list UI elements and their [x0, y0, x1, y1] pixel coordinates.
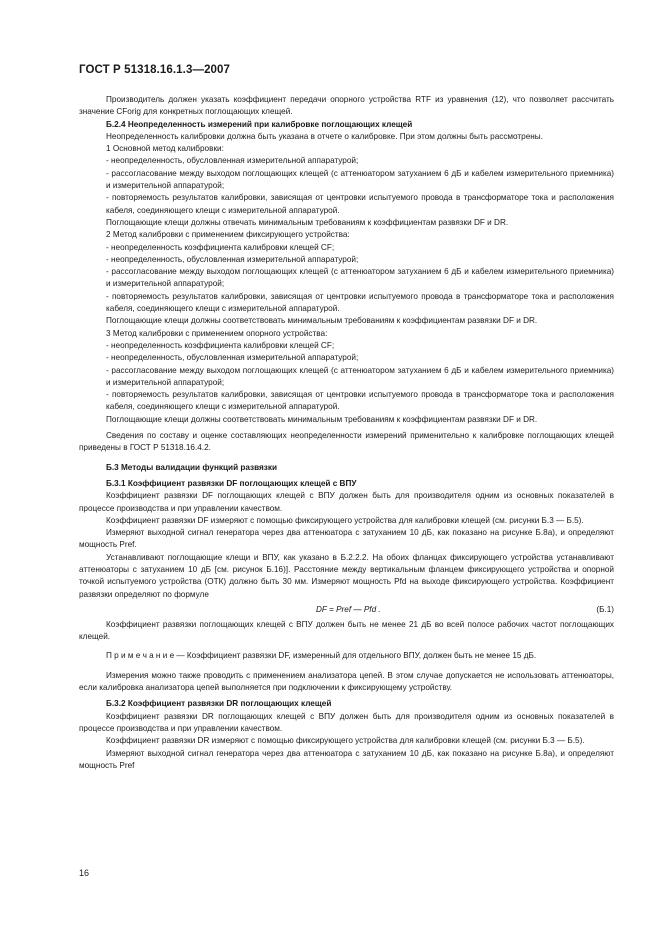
list-item: - повторяемость результатов калибровки, зависящая от центровки испытуемого провода в трансформаторе тока и расположения кабеля, соединяющего клещи с измерительной аппаратурой. [106, 193, 614, 215]
subsection-heading: Б.3.1 Коэффициент развязки DF поглощающих клещей с ВПУ [106, 478, 357, 488]
paragraph: Неопределенность калибровки должна быть указана в отчете о калибровке. При этом должны быть рассмотрены. [106, 131, 543, 141]
paragraph: Коэффициент развязки DR поглощающих клещей с ВПУ должен быть для производителя одним из основных показателей в процессе производства и при управлении качеством. [79, 711, 614, 733]
paragraph: Измеряют выходной сигнал генератора через два аттенюатора с затуханием 10 дБ, как показано на рисунке Б.8а), и определяют мощность Pref [79, 748, 614, 770]
list-item: - повторяемость результатов калибровки, зависящая от центровки испытуемого провода в трансформаторе тока и расположения кабеля, соединяющего клещи с измерительной аппаратурой. [106, 390, 614, 412]
list-item: - неопределенность коэффициента калибровки клещей CF; [106, 340, 335, 350]
list-heading: 1 Основной метод калибровки: [106, 144, 224, 154]
list-item: - рассогласование между выходом поглощающих клещей (с аттенюатором затуханием 6 дБ и кабелем измерительного приемника) и измерительной аппаратурой; [106, 365, 614, 387]
paragraph: Измерения можно также проводить с применением анализатора цепей. В этом случае допускается не использовать аттенюаторы, если калибровка анализатора цепей выполняется при подключении к фиксирующему устройству. [79, 670, 614, 693]
paragraph: Коэффициент развязки DR измеряют с помощью фиксирующего устройства для калибровки клещей (см. рисунки Б.3 — Б.5). [106, 736, 585, 746]
section-heading: Б.3 Методы валидации функций развязки [106, 462, 278, 472]
paragraph: Коэффициент развязки DF поглощающих клещей с ВПУ должен быть для производителя одним из основных показателей в процессе производства и при управлении качеством. [79, 491, 614, 513]
list-item: - неопределенность коэффициента калибровки клещей CF; [106, 242, 335, 252]
paragraph: Сведения по составу и оценке составляющих неопределенности измерений применительно к калибровке поглощающих клещей приведены в ГОСТ Р 51318.16.4.2. [79, 431, 614, 453]
list-item: - рассогласование между выходом поглощающих клещей (с аттенюатором затуханием 6 дБ и кабелем измерительного приемника) и измерительной аппаратурой; [106, 267, 614, 289]
paragraph: Производитель должен указать коэффициент передачи опорного устройства RTF из уравнения (12), что позволяет рассчитать значение CForig для конкретных поглощающих клещей. [79, 95, 614, 117]
paragraph: Устанавливают поглощающие клещи и ВПУ, как указано в Б.2.2.2. На обоих фланцах фиксирующего устройства устанавливают аттенюаторы с затуханием 10 дБ [см. рисунок Б.16)]. Расстояние между вертикальным фланцем фиксирующего устройства и опорной точкой испытуемого устройства (ОТК) должно быть 30 мм. Измеряют мощность Pfd на выходе фиксирующего устройства. Коэффициент развязки определяют по формуле [79, 552, 614, 599]
page-number: 16 [79, 868, 90, 878]
note: П р и м е ч а н и е — Коэффициент развязки DF, измеренный для отдельного ВПУ, должен быть не менее 15 дБ. [106, 651, 537, 661]
formula: DF = Pref — Pfd . [316, 604, 381, 614]
list-item: - рассогласование между выходом поглощающих клещей (с аттенюатором затуханием 6 дБ и кабелем измерительного приемника) и измерительной аппаратурой; [106, 168, 614, 191]
list-item: - неопределенность, обусловленная измерительной аппаратурой; [106, 353, 359, 363]
formula-line [79, 604, 614, 619]
standard-header: ГОСТ Р 51318.16.1.3—2007 [79, 64, 231, 76]
formula-number: (Б.1) [596, 604, 614, 614]
list-item: - неопределенность, обусловленная измерительной аппаратурой; [106, 254, 359, 264]
paragraph: Поглощающие клещи должны отвечать минимальным требованиям к коэффициентам развязки DF и DR. [106, 217, 509, 227]
list-heading: 3 Метод калибровки с применением опорного устройства: [106, 328, 328, 338]
paragraph: Коэффициент развязки DF измеряют с помощью фиксирующего устройства для калибровки клещей (см. рисунки Б.3 — Б.5). [106, 515, 584, 525]
paragraph: Поглощающие клещи должны соответствовать минимальным требованиям к коэффициентам развязки DF и DR. [106, 414, 538, 424]
document-body [79, 94, 614, 772]
section-heading: Б.2.4 Неопределенность измерений при калибровке поглощающих клещей [106, 119, 413, 129]
subsection-heading: Б.3.2 Коэффициент развязки DR поглощающих клещей [106, 699, 332, 709]
paragraph: Измеряют выходной сигнал генератора через два аттенюатора с затуханием 10 дБ, как показано на рисунке Б.8а), и определяют мощность Pref. [79, 528, 614, 550]
list-item: - неопределенность, обусловленная измерительной аппаратурой; [106, 156, 359, 166]
paragraph: Коэффициент развязки поглощающих клещей с ВПУ должен быть не менее 21 дБ во всей полосе рабочих частот поглощающих клещей. [79, 619, 614, 642]
list-heading: 2 Метод калибровки с применением фиксирующего устройства: [106, 230, 350, 240]
paragraph: Поглощающие клещи должны соответствовать минимальным требованиям к коэффициентам развязки DF и DR. [106, 316, 538, 326]
list-item: - повторяемость результатов калибровки, зависящая от центровки испытуемого провода в трансформаторе тока и расположения кабеля, соединяющего клещи с измерительной аппаратурой. [106, 291, 614, 314]
